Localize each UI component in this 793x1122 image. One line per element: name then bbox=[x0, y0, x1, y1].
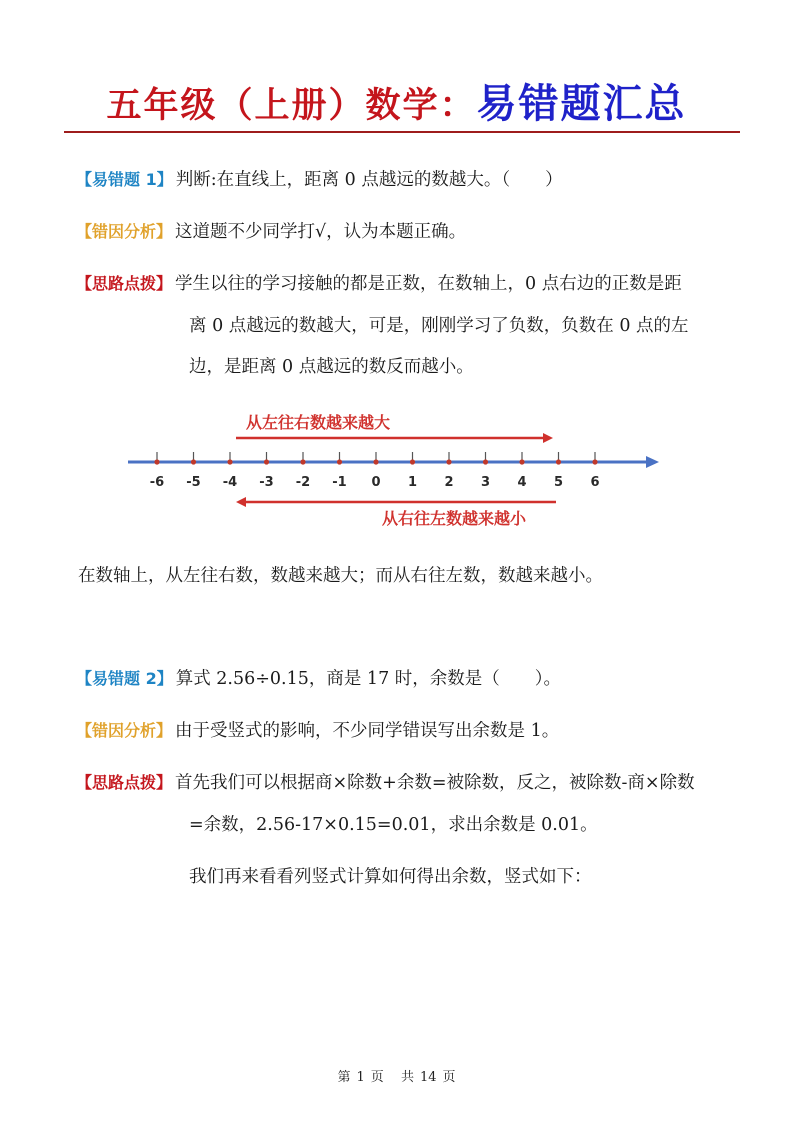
tick-dot bbox=[592, 459, 597, 464]
tick-label: 5 bbox=[553, 475, 564, 490]
tick-label: 0 bbox=[371, 475, 381, 490]
q2-reason-text: 由于受竖式的影响，不少同学错误写出余数是 1。 bbox=[175, 721, 560, 741]
number-line-bottom-label: 从右往左数越来越小 bbox=[382, 509, 527, 528]
footer-page-number: 1 bbox=[356, 1070, 365, 1085]
tick-dot bbox=[483, 459, 488, 464]
tick-label: 4 bbox=[517, 475, 527, 490]
q2-hint bbox=[76, 770, 695, 796]
footer-total-suffix: 页 bbox=[442, 1070, 456, 1085]
q1-hint-line-2: 离 0 点越远的数越大，可是，刚刚学习了负数，负数在 0 点的左 bbox=[189, 316, 689, 336]
q2-reason bbox=[76, 718, 559, 744]
tick-dot bbox=[446, 459, 451, 464]
q1-reason-text: 这道题不少同学打√，认为本题正确。 bbox=[175, 222, 467, 242]
tick-dot bbox=[519, 459, 524, 464]
page-footer bbox=[0, 1066, 793, 1085]
tick-dot bbox=[154, 459, 159, 464]
q2-hint-tag: 【思路点拨】 bbox=[76, 773, 173, 792]
footer-total-prefix: 共 bbox=[400, 1070, 414, 1085]
tick-dot bbox=[337, 459, 342, 464]
tick-label: -1 bbox=[332, 475, 347, 490]
tick-label: -2 bbox=[295, 475, 311, 490]
tick-dot bbox=[191, 459, 196, 464]
q1-tag: 【易错题 1】 bbox=[76, 170, 173, 189]
tick-label: 2 bbox=[444, 475, 454, 490]
tick-dot bbox=[373, 459, 378, 464]
bottom-arrow-head bbox=[236, 497, 246, 507]
q1-reason-tag: 【错因分析】 bbox=[76, 222, 173, 241]
tick-dot bbox=[556, 459, 561, 464]
q2-hint-line-3: 我们再来看看列竖式计算如何得出余数，竖式如下： bbox=[189, 867, 592, 887]
title-topic: 易错题汇总 bbox=[476, 81, 687, 127]
q1-summary: 在数轴上，从左往右数，数越来越大；而从右往左数，数越来越小。 bbox=[78, 566, 603, 586]
number-line-ticks bbox=[150, 452, 600, 490]
top-arrow-head bbox=[543, 433, 553, 443]
axis-arrow-head bbox=[646, 456, 659, 468]
q2-question bbox=[76, 666, 561, 692]
q2-tag: 【易错题 2】 bbox=[76, 669, 173, 688]
footer-total-pages: 14 bbox=[419, 1070, 437, 1085]
tick-dot bbox=[300, 459, 305, 464]
tick-dot bbox=[227, 459, 232, 464]
q2-reason-tag: 【错因分析】 bbox=[76, 721, 173, 740]
tick-dot bbox=[410, 459, 415, 464]
tick-label: 3 bbox=[480, 475, 491, 490]
q2-text: 算式 2.56÷0.15，商是 17 时，余数是（ ）。 bbox=[175, 669, 562, 689]
tick-label: -6 bbox=[149, 475, 165, 490]
footer-page-prefix: 第 bbox=[337, 1070, 351, 1085]
q1-hint-line-3: 边，是距离 0 点越远的数反而越小。 bbox=[189, 357, 474, 377]
title-grade: 五年级（上册）数学： bbox=[106, 86, 477, 126]
tick-label: 1 bbox=[407, 475, 418, 490]
footer-page-mid: 页 bbox=[370, 1070, 384, 1085]
tick-label: 6 bbox=[590, 475, 600, 490]
tick-dot bbox=[264, 459, 269, 464]
q1-text: 判断:在直线上，距离 0 点越远的数越大。（ ） bbox=[175, 170, 563, 190]
number-line-top-label: 从左往右数越来越大 bbox=[246, 413, 391, 432]
q1-hint-tag: 【思路点拨】 bbox=[76, 274, 173, 293]
q2-hint-line-2: =余数，2.56-17×0.15=0.01，求出余数是 0.01。 bbox=[189, 815, 598, 835]
q1-hint-line-1: 学生以往的学习接触的都是正数，在数轴上，0 点右边的正数是距 bbox=[175, 274, 682, 294]
q2-hint-line-1: 首先我们可以根据商×除数+余数=被除数，反之，被除数-商×除数 bbox=[175, 773, 695, 793]
tick-label: -4 bbox=[222, 475, 238, 490]
tick-label: -3 bbox=[259, 475, 274, 490]
tick-label: -5 bbox=[186, 475, 201, 490]
